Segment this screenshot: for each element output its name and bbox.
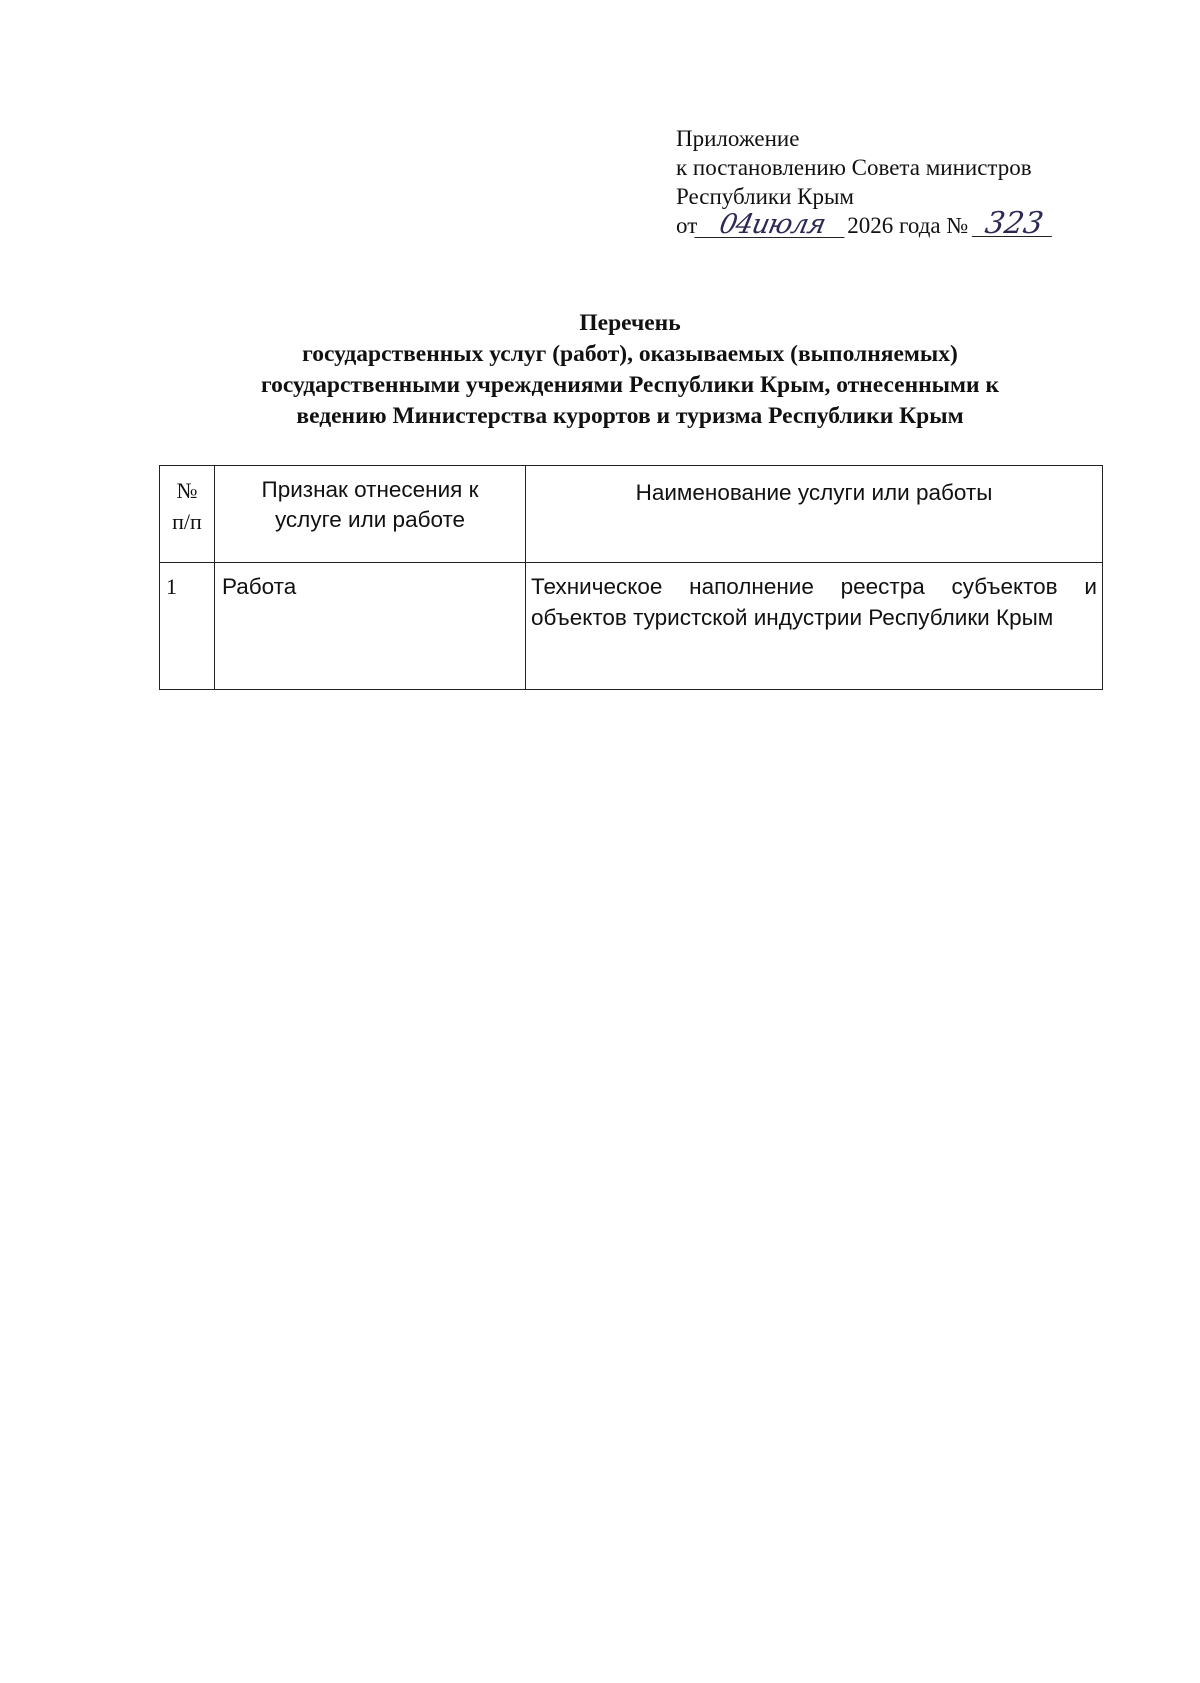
services-table: [159, 465, 1103, 690]
date-suffix: 2026 года №: [847, 213, 969, 238]
title-line-1: Перечень: [579, 310, 681, 336]
title-line-3: государственными учреждениями Республики Крым, отнесенными к: [261, 372, 999, 398]
header-service-name: Наименование услуги или работы: [526, 466, 1103, 563]
row-sign: Работа: [215, 563, 526, 690]
table-body: [160, 563, 1103, 690]
appendix-label: Приложение: [676, 126, 800, 151]
appendix-resolution-ref: к постановлению Совета министров: [676, 155, 1032, 180]
appendix-date-line: [676, 206, 1096, 241]
title-line-4: ведению Министерства курортов и туризма Республики Крым: [296, 403, 964, 429]
header-number-line-2: п/п: [172, 509, 202, 534]
header-number: [160, 466, 215, 563]
document-title: [160, 308, 1100, 432]
header-sign-line-2: услуге или работе: [274, 507, 466, 532]
table-header-row: [160, 466, 1103, 563]
appendix-block: [676, 124, 1096, 240]
row-number: 1: [160, 563, 215, 690]
table-header: [160, 466, 1103, 563]
appendix-republic: Республики Крым: [676, 184, 854, 209]
table-row: [160, 563, 1103, 690]
date-prefix: от: [676, 213, 698, 238]
header-sign-line-1: Признак отнесения к: [261, 477, 479, 502]
row-service-name: Техническое наполнение реестра субъектов и объектов туристской индустрии Республики Крым: [526, 563, 1103, 690]
title-line-2: государственных услуг (работ), оказываемых (выполняемых): [302, 341, 958, 367]
header-sign: [215, 466, 526, 563]
handwritten-number: 323: [972, 212, 1056, 237]
handwritten-date: 04июля: [695, 213, 850, 238]
header-number-line-1: №: [176, 478, 198, 503]
